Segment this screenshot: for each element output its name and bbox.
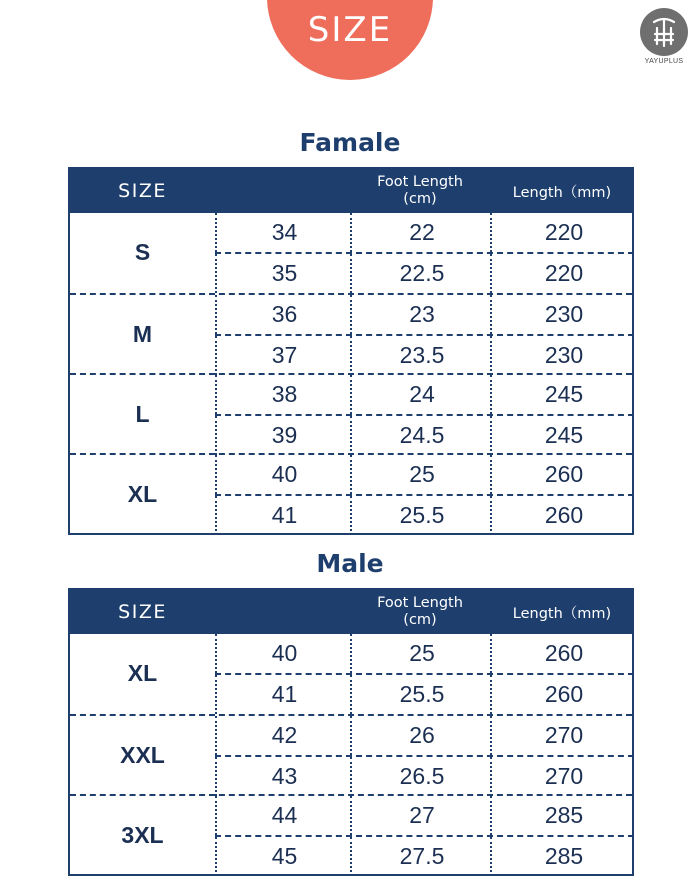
- size-group: [70, 293, 632, 373]
- foot-length-cell: 26.5: [350, 757, 492, 796]
- size-label: L: [135, 400, 150, 427]
- length-mm-cell: 260: [490, 455, 636, 494]
- size-group: [70, 634, 632, 714]
- table-header: [70, 169, 632, 213]
- logo-text: YAYUPLUS: [644, 58, 684, 65]
- length-mm-cell: 245: [490, 375, 636, 414]
- size-badge-label: SIZE: [307, 10, 393, 50]
- length-mm-cell: 285: [490, 837, 636, 876]
- eu-size-cell: 36: [215, 295, 352, 334]
- female-title: Famale: [299, 128, 401, 157]
- size-label: XXL: [120, 741, 165, 768]
- header-foot-line2: (cm): [403, 191, 437, 207]
- eu-size-cell: 41: [215, 496, 352, 535]
- table-row: [215, 334, 634, 375]
- eu-size-cell: 39: [215, 416, 352, 455]
- length-mm-cell: 220: [490, 254, 636, 293]
- eu-size-cell: 43: [215, 757, 352, 796]
- table-row: [215, 455, 634, 494]
- length-mm-cell: 270: [490, 716, 636, 755]
- table-row: [215, 755, 634, 796]
- header-size: SIZE: [118, 180, 167, 202]
- eu-size-cell: 37: [215, 336, 352, 375]
- length-mm-cell: 260: [490, 675, 636, 714]
- header-length: Length（mm): [512, 184, 612, 201]
- length-mm-cell: 260: [490, 496, 636, 535]
- header-foot-line1: Foot Length: [377, 595, 463, 611]
- table-row: [215, 375, 634, 414]
- table-row: [215, 414, 634, 455]
- table-row: [215, 716, 634, 755]
- table-row: [215, 673, 634, 714]
- size-group: [70, 213, 632, 293]
- yayuplus-logo-icon: [640, 8, 688, 56]
- foot-length-cell: 23: [350, 295, 492, 334]
- table-row: [215, 494, 634, 535]
- male-size-table: [68, 588, 634, 876]
- size-label: M: [132, 320, 153, 347]
- size-group: [70, 373, 632, 453]
- table-row: [215, 252, 634, 293]
- size-label: S: [134, 238, 151, 265]
- eu-size-cell: 41: [215, 675, 352, 714]
- size-label: 3XL: [121, 821, 164, 848]
- eu-size-cell: 38: [215, 375, 352, 414]
- header-foot-line1: Foot Length: [377, 174, 463, 190]
- size-group: [70, 714, 632, 794]
- foot-length-cell: 25: [350, 634, 492, 673]
- length-mm-cell: 270: [490, 757, 636, 796]
- length-mm-cell: 245: [490, 416, 636, 455]
- length-mm-cell: 230: [490, 295, 636, 334]
- foot-length-cell: 27: [350, 796, 492, 835]
- eu-size-cell: 44: [215, 796, 352, 835]
- eu-size-cell: 34: [215, 213, 352, 252]
- length-mm-cell: 230: [490, 336, 636, 375]
- size-group: [70, 794, 632, 874]
- header-foot-line2: (cm): [403, 612, 437, 628]
- table-header: [70, 590, 632, 634]
- female-size-table: [68, 167, 634, 535]
- header-foot-length: [350, 169, 490, 213]
- header-size: SIZE: [118, 601, 167, 623]
- length-mm-cell: 260: [490, 634, 636, 673]
- foot-length-cell: 24: [350, 375, 492, 414]
- male-table-body: [70, 634, 632, 874]
- table-row: [215, 634, 634, 673]
- table-row: [215, 213, 634, 252]
- size-label: XL: [127, 659, 158, 686]
- size-label: XL: [127, 480, 158, 507]
- length-mm-cell: 285: [490, 796, 636, 835]
- foot-length-cell: 23.5: [350, 336, 492, 375]
- eu-size-cell: 45: [215, 837, 352, 876]
- eu-size-cell: 35: [215, 254, 352, 293]
- foot-length-cell: 26: [350, 716, 492, 755]
- eu-size-cell: 40: [215, 634, 352, 673]
- table-row: [215, 796, 634, 835]
- foot-length-cell: 27.5: [350, 837, 492, 876]
- length-mm-cell: 220: [490, 213, 636, 252]
- table-row: [215, 835, 634, 876]
- foot-length-cell: 24.5: [350, 416, 492, 455]
- female-table-body: [70, 213, 632, 533]
- eu-size-cell: 40: [215, 455, 352, 494]
- foot-length-cell: 25.5: [350, 675, 492, 714]
- foot-length-cell: 22.5: [350, 254, 492, 293]
- male-title: Male: [316, 549, 384, 578]
- foot-length-cell: 25: [350, 455, 492, 494]
- foot-length-cell: 22: [350, 213, 492, 252]
- header-length: Length（mm): [512, 605, 612, 622]
- header-foot-length: [350, 590, 490, 634]
- table-row: [215, 295, 634, 334]
- eu-size-cell: 42: [215, 716, 352, 755]
- foot-length-cell: 25.5: [350, 496, 492, 535]
- size-group: [70, 453, 632, 533]
